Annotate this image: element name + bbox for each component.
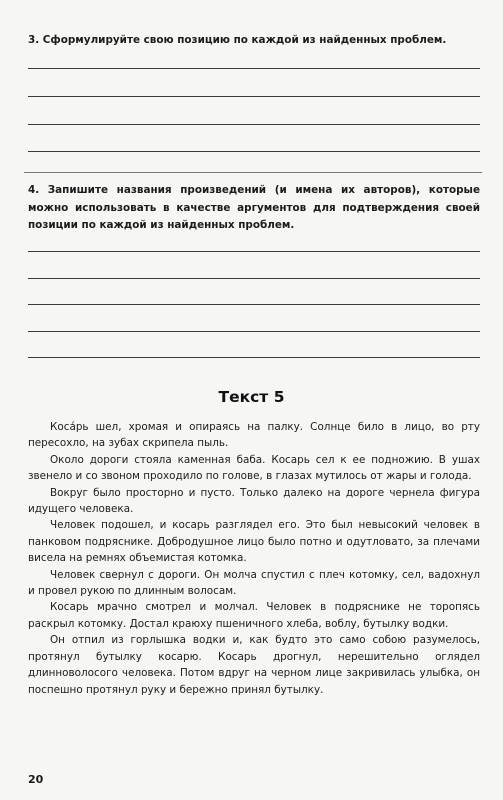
text-paragraph: Коса́рь шел, хромая и опираясь на палку. Солнце било в лицо, во рту пересохло, на зубах скрипела пыль. [28, 421, 480, 450]
text-body [28, 419, 480, 698]
text-paragraph: Человек свернул с дороги. Он молча спустил с плеч котомку, сел, вадохнул и провел рукою по длинным волосам. [28, 568, 480, 598]
text-paragraph: Косарь мрачно смотрел и молчал. Человек в подряснике не торопясь раскрыл котомку. Достал краюху пшеничного хлеба, воблу, бутылку водки. [28, 601, 480, 630]
answer-line [28, 278, 480, 279]
text-paragraph: Вокруг было просторно и пусто. Только далеко на дороге чернела фигура идущего человека. [28, 486, 480, 516]
text-paragraph: Около дороги стояла каменная баба. Косарь сел к ее подножию. В ушах звенело и со звоном проходило по голове, в глазах мутилось от жары и голода. [28, 453, 480, 483]
text-title: Текст 5 [218, 388, 285, 406]
answer-line [28, 68, 480, 69]
text-paragraph: Человек подошел, и косарь разглядел его. Это был невысокий человек в панковом подряснике. Добродушное лицо было потно и одутловато, за плечами висела на ремнях объемистая котомка. [28, 519, 480, 565]
answer-line [28, 151, 480, 152]
answer-line [28, 304, 480, 305]
answer-line [28, 96, 480, 97]
task-3-prompt: 3. Сформулируйте свою позицию по каждой из найденных проблем. [28, 34, 447, 46]
answer-line [28, 251, 480, 252]
answer-line [28, 331, 480, 332]
answer-line [28, 357, 480, 358]
section-divider [24, 172, 482, 173]
text-paragraph: Он отпил из горлышка водки и, как будто это само собою разумелось, протянул бутылку косарю. Косарь дрогнул, нерешительно оглядел длинноволосого человека. Потом вдруг на черном лице закривилась улыбка, он поспешно протянул руку и бережно принял бутылку. [28, 634, 480, 696]
page-number: 20 [28, 773, 44, 786]
answer-line [28, 124, 480, 125]
task-4-prompt: 4. Запишите названия произведений (и имена их авторов), которые можно использовать в качестве аргументов для подтверждения своей позиции по каждой из найденных проблем. [28, 184, 480, 231]
